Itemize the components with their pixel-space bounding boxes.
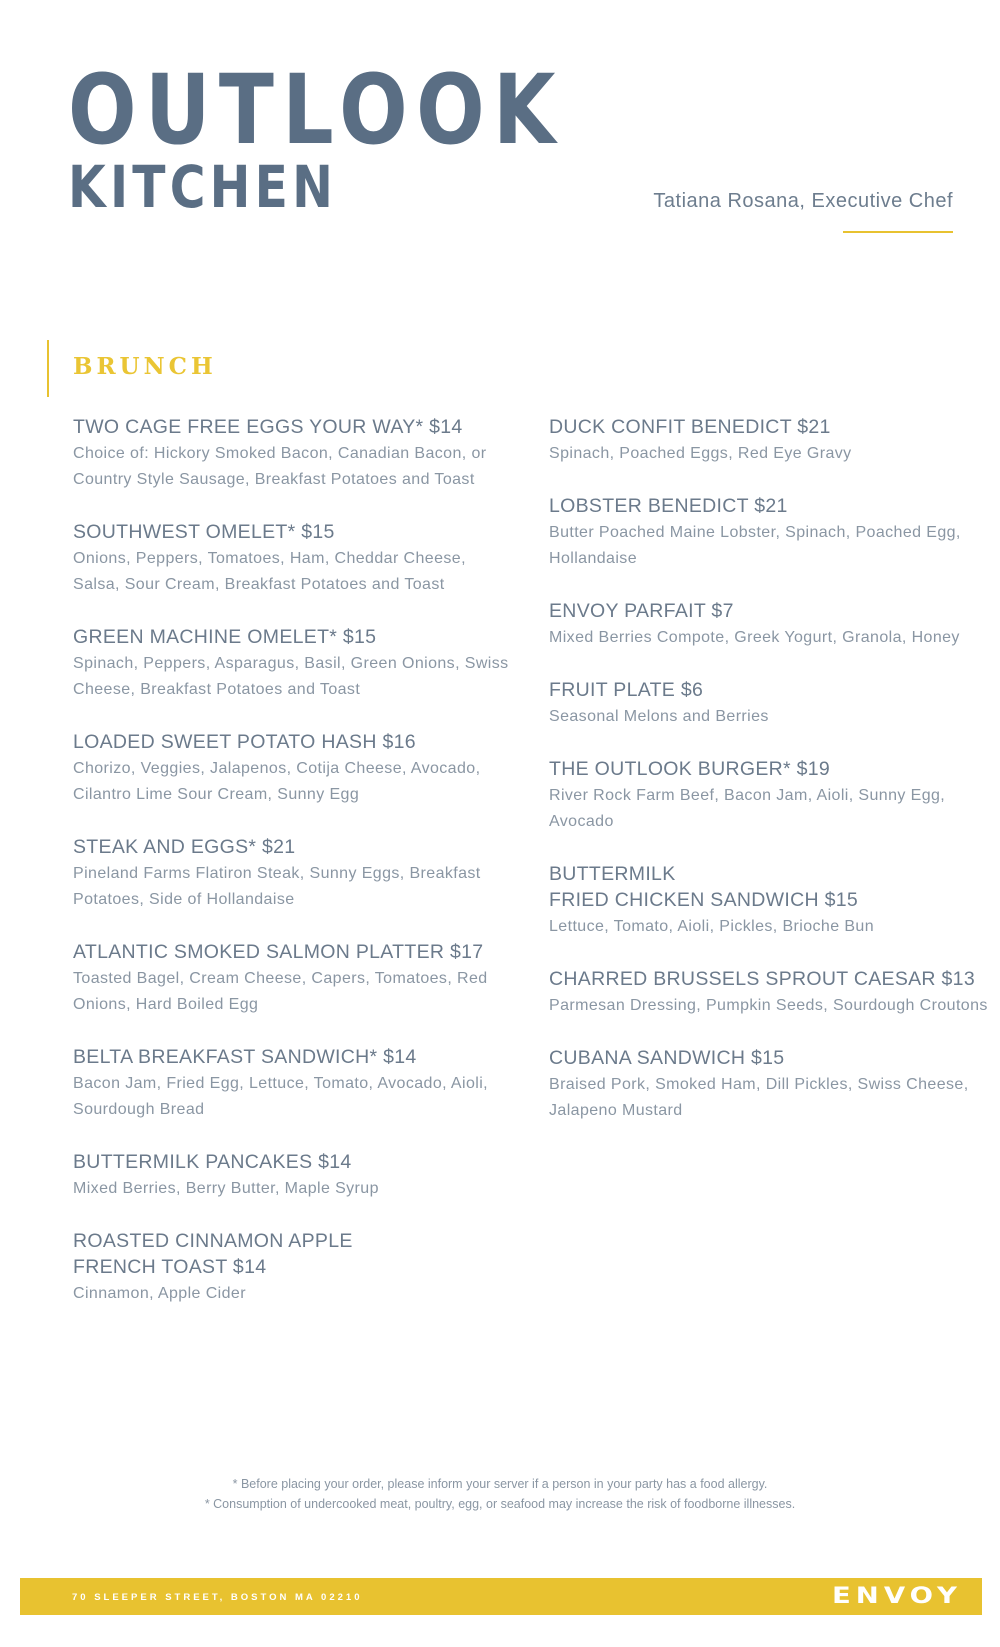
menu-item-name: SOUTHWEST OMELET* $15 (73, 521, 335, 543)
menu-item (73, 414, 513, 493)
menu-item-description: Spinach, Peppers, Asparagus, Basil, Green Onions, Swiss Cheese, Breakfast Potatoes and Toast (73, 655, 509, 698)
menu-item-description: Parmesan Dressing, Pumpkin Seeds, Sourdough Croutons (549, 997, 988, 1014)
menu-item-description: Cinnamon, Apple Cider (73, 1285, 246, 1302)
menu-item-name: THE OUTLOOK BURGER* $19 (549, 758, 831, 780)
menu-item (549, 1045, 989, 1124)
menu-item (73, 1228, 513, 1307)
menu-item-description: River Rock Farm Beef, Bacon Jam, Aioli, Sunny Egg, Avocado (549, 787, 946, 830)
menu-item-name: ROASTED CINNAMON APPLE FRENCH TOAST $14 (73, 1230, 353, 1278)
menu-item (73, 1044, 513, 1123)
menu-column-left (73, 414, 513, 1333)
menu-item-name: BUTTERMILK PANCAKES $14 (73, 1151, 352, 1173)
menu-item-name: BELTA BREAKFAST SANDWICH* $14 (73, 1046, 417, 1068)
menu-item-description: Butter Poached Maine Lobster, Spinach, Poached Egg, Hollandaise (549, 524, 961, 567)
menu-item-name: CHARRED BRUSSELS SPROUT CAESAR $13 (549, 968, 975, 990)
consumption-note: * Consumption of undercooked meat, poultry, egg, or seafood may increase the risk of foodborne illnesses. (204, 1497, 796, 1511)
menu-item-description: Onions, Peppers, Tomatoes, Ham, Cheddar Cheese, Salsa, Sour Cream, Breakfast Potatoes and Toast (73, 550, 466, 593)
footer-bar (20, 1578, 982, 1615)
menu-item (73, 834, 513, 913)
menu-item-description: Chorizo, Veggies, Jalapenos, Cotija Cheese, Avocado, Cilantro Lime Sour Cream, Sunny Egg (73, 760, 481, 803)
chef-underline (843, 231, 953, 233)
menu-item-name: LOADED SWEET POTATO HASH $16 (73, 731, 416, 753)
menu-item-description: Toasted Bagel, Cream Cheese, Capers, Tomatoes, Red Onions, Hard Boiled Egg (73, 970, 488, 1013)
menu-item-description: Mixed Berries Compote, Greek Yogurt, Granola, Honey (549, 629, 960, 646)
menu-item-description: Spinach, Poached Eggs, Red Eye Gravy (549, 445, 852, 462)
menu-item (73, 624, 513, 703)
envoy-logo: ENVOY (832, 1584, 962, 1609)
menu-item-name: ATLANTIC SMOKED SALMON PLATTER $17 (73, 941, 484, 963)
section-accent-bar (47, 340, 49, 397)
menu-item-description: Pineland Farms Flatiron Steak, Sunny Eggs, Breakfast Potatoes, Side of Hollandaise (73, 865, 481, 908)
menu-item-name: GREEN MACHINE OMELET* $15 (73, 626, 377, 648)
menu-item-name: CUBANA SANDWICH $15 (549, 1047, 785, 1069)
menu-item (73, 1149, 513, 1202)
menu-item (549, 756, 989, 835)
menu-item-name: STEAK AND EGGS* $21 (73, 836, 296, 858)
menu-column-right (549, 414, 989, 1150)
menu-item (549, 493, 989, 572)
menu-item-description: Bacon Jam, Fried Egg, Lettuce, Tomato, Avocado, Aioli, Sourdough Bread (73, 1075, 489, 1118)
menu-item-description: Seasonal Melons and Berries (549, 708, 769, 725)
menu-item-name: FRUIT PLATE $6 (549, 679, 704, 701)
brand-subtitle: KITCHEN (68, 153, 338, 221)
menu-item (549, 677, 989, 730)
menu-item (549, 414, 989, 467)
menu-item-name: ENVOY PARFAIT $7 (549, 600, 734, 622)
menu-item-description: Choice of: Hickory Smoked Bacon, Canadian Bacon, or Country Style Sausage, Breakfast Potatoes and Toast (73, 445, 487, 488)
menu-item-name: BUTTERMILK FRIED CHICKEN SANDWICH $15 (549, 863, 859, 911)
menu-item (549, 861, 989, 940)
menu-item (73, 939, 513, 1018)
brand-title: OUTLOOK (68, 54, 564, 166)
menu-item-description: Mixed Berries, Berry Butter, Maple Syrup (73, 1180, 379, 1197)
executive-chef: Tatiana Rosana, Executive Chef (653, 190, 953, 212)
menu-item (549, 966, 989, 1019)
footer-address: 70 SLEEPER STREET, BOSTON MA 02210 (72, 1592, 363, 1603)
menu-item-name: DUCK CONFIT BENEDICT $21 (549, 416, 831, 438)
menu-item-description: Braised Pork, Smoked Ham, Dill Pickles, Swiss Cheese, Jalapeno Mustard (549, 1076, 969, 1119)
allergy-note: * Before placing your order, please inform your server if a person in your party has a food allergy. (232, 1477, 768, 1491)
menu-item (549, 598, 989, 651)
menu-item-name: LOBSTER BENEDICT $21 (549, 495, 788, 517)
footnotes (0, 1474, 1000, 1514)
menu-item (73, 519, 513, 598)
menu-item-name: TWO CAGE FREE EGGS YOUR WAY* $14 (73, 416, 463, 438)
menu-item (73, 729, 513, 808)
section-title: BRUNCH (73, 353, 217, 380)
menu-item-description: Lettuce, Tomato, Aioli, Pickles, Brioche Bun (549, 918, 875, 935)
